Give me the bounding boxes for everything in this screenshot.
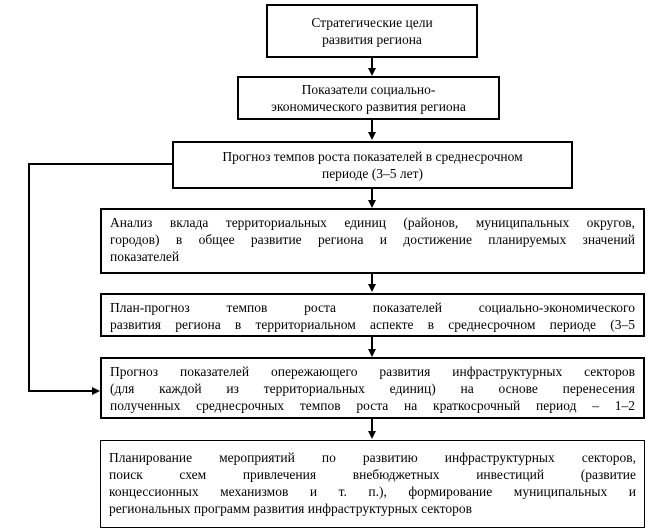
- box-planning-line2: поиск схем привлечения внебюджетных инвестиций (развитие: [109, 467, 636, 482]
- box-forecast: [172, 141, 573, 189]
- box-plan-forecast: [100, 293, 645, 337]
- feedback-arrowhead: [92, 387, 100, 395]
- box-analysis-line2: городов) в общее развитие региона и достижение планируемых значений: [110, 232, 635, 247]
- box-planning-line4: региональных программ развития инфраструктурных секторов: [109, 501, 472, 516]
- box-strategic-goals-line1: Стратегические цели: [311, 15, 433, 30]
- box-analysis-line1: Анализ вклада территориальных единиц (районов, муниципальных округов,: [110, 215, 635, 230]
- box-infra-forecast-line3: полученных среднесрочных темпов роста на краткосрочный период – 1–2: [110, 398, 635, 413]
- box-indicators: [237, 76, 500, 120]
- feedback-connector-top: [28, 163, 172, 165]
- arrowhead-2-3: [368, 132, 376, 140]
- box-plan-forecast-line2: развития региона в территориальном аспекте в среднесрочном периоде (3–5: [110, 317, 635, 332]
- box-strategic-goals: [266, 4, 478, 58]
- box-plan-forecast-line1: План-прогноз темпов роста показателей социально-экономического: [110, 300, 635, 315]
- box-planning-line1: Планирование мероприятий по развитию инфраструктурных секторов,: [109, 450, 636, 465]
- arrowhead-1-2: [368, 68, 376, 76]
- feedback-connector-vertical: [28, 163, 30, 392]
- box-infra-forecast: [100, 357, 645, 419]
- feedback-connector-bottom: [28, 390, 92, 392]
- arrowhead-5-6: [368, 349, 376, 357]
- box-strategic-goals-line2: развития региона: [322, 32, 422, 47]
- box-planning-line3: концессионных механизмов и т. п.), формирование муниципальных и: [109, 484, 636, 499]
- arrowhead-6-7: [368, 431, 376, 439]
- arrowhead-4-5: [368, 284, 376, 292]
- box-planning: [100, 440, 645, 528]
- box-analysis-line3: показателей: [110, 249, 180, 264]
- arrowhead-3-4: [368, 200, 376, 208]
- box-indicators-line1: Показатели социально-: [301, 82, 436, 97]
- box-infra-forecast-line1: Прогноз показателей опережающего развития инфраструктурных секторов: [110, 364, 635, 379]
- box-forecast-line2: периоде (3–5 лет): [321, 166, 424, 181]
- box-indicators-line2: экономического развития региона: [271, 99, 466, 114]
- box-forecast-line1: Прогноз темпов роста показателей в среднесрочном: [222, 149, 523, 164]
- box-analysis: [100, 208, 645, 274]
- box-infra-forecast-line2: (для каждой из территориальных единиц) на основе перенесения: [110, 381, 635, 396]
